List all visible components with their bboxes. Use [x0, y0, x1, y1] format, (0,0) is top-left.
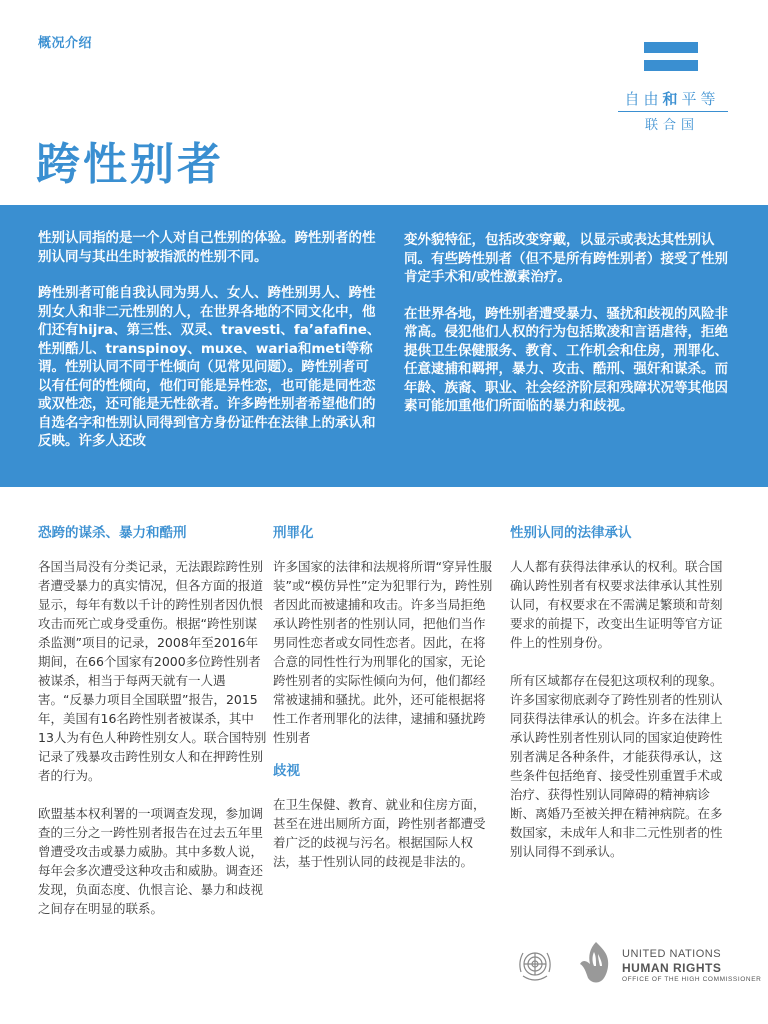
section-paragraph: 所有区域都存在侵犯这项权利的现象。许多国家彻底剥夺了跨性别者的性别认同获得法律承认的机会。许多在法律上承认跨性别者性别认同的国家迫使跨性别者满足各种条件，才能获得承认，这些条件包括绝育、接受性别重置手术或治疗、获得性别认同障碍的精神病诊断、离婚乃至被关押在精神病院。在多数国家，未成年人和非二元性别者的性别认同得不到承认。	[510, 673, 723, 859]
section-paragraph: 各国当局没有分类记录，无法跟踪跨性别者遭受暴力的真实情况，但各方面的报道显示，每年有数以千计的跨性别者因仇恨攻击而死亡或身受重伤。根据“跨性别谋杀监测”项目的记录，2008年至2016年期间，在66个国家有2000多位跨性别者被谋杀，相当于每两天就有一人遇害。“反暴力项目全国联盟”报告，2015年，美国有16名跨性别者被谋杀，其中13人为有色人种跨性别女人。联合国特别记录了残暴攻击跨性别女人和在押跨性别者的行为。	[38, 559, 267, 783]
section-paragraph: 在卫生保健、教育、就业和住房方面，甚至在进出厕所方面，跨性别者都遭受着广泛的歧视与污名。根据国际人权法，基于性别认同的歧视是非法的。	[273, 797, 486, 869]
intro-column-right	[404, 231, 730, 434]
un-emblem-icon	[512, 942, 558, 992]
logo-line1: 自由和平等	[624, 90, 720, 108]
section-paragraph: 人人都有获得法律承认的权利。联合国确认跨性别者有权要求法律承认其性别认同，有权要求在不需满足繁琐和苛刻要求的前提下，改变出生证明等官方证件上的性别身份。	[510, 559, 723, 650]
logo-equals-bar-bottom	[644, 60, 698, 71]
logo-equals-bar-top	[644, 42, 698, 53]
logo-line2: 联合国	[644, 118, 699, 133]
section-heading: 性别认同的法律承认	[510, 525, 632, 541]
logo-rule	[618, 111, 728, 112]
intro-column-left	[38, 229, 382, 469]
intro-paragraph: 性别认同指的是一个人对自己性别的体验。跨性别者的性别认同与其出生时被指派的性别不同。	[38, 230, 376, 265]
section-legal-recognition	[510, 524, 734, 880]
intro-paragraph: 在世界各地，跨性别者遭受暴力、骚扰和歧视的风险非常高。侵犯他们人权的行为包括欺凌和言语虐待，拒绝提供卫生保健服务、教育、工作机会和住房，刑罪化、任意逮捕和羁押，暴力、攻击、酷刑、强奸和谋杀。而年龄、族裔、职业、社会经济阶层和残障状况等其他因素可能加重他们所面临的暴力和歧视。	[404, 305, 728, 414]
section-criminalization	[273, 524, 497, 766]
ohchr-hand-dove-icon	[572, 938, 620, 992]
intro-paragraph: 跨性别者可能自我认同为男人、女人、跨性别男人、跨性别女人和非二元性别的人，在世界各地的不同文化中，他们还有hijra、第三性、双灵、travesti、fa’afafine、性别酷儿、transpinoy、muxe、waria和meti等称谓。性别认同不同于性倾向（见常见问题）。跨性别者可以有任何的性倾向，他们可能是异性恋，也可能是同性恋或双性恋，还可能是无性欲者。许多跨性别者希望他们的自选名字和性别认同得到官方身份证件在法律上的承认和反映。许多人还改	[38, 285, 381, 449]
intro-band	[0, 205, 768, 487]
section-heading: 刑罪化	[273, 525, 314, 541]
free-and-equal-logo	[612, 42, 732, 132]
section-paragraph: 欧盟基本权利署的一项调查发现，参加调查的三分之一跨性别者报告在过去五年里曾遭受攻击或暴力威胁。其中多数人说，每年会多次遭受这种攻击和威胁。调查还发现，负面态度、仇恨言论、暴力和歧视之间存在明显的联系。	[38, 806, 264, 916]
section-violence	[38, 524, 268, 937]
section-discrimination	[273, 762, 497, 890]
section-heading: 恐跨的谋杀、暴力和酷刑	[38, 525, 187, 541]
intro-paragraph: 变外貌特征，包括改变穿戴，以显示或表达其性别认同。有些跨性别者（但不是所有跨性别者）接受了性别肯定手术和/或性激素治疗。	[404, 232, 728, 285]
section-paragraph: 许多国家的法律和法规将所谓“穿异性服装”或“模仿异性”定为犯罪行为，跨性别者因此而被逮捕和攻击。许多当局拒绝承认跨性别者的性别认同，把他们当作男同性恋者或女同性恋者。因此，在将合意的同性性行为刑罪化的国家，无论跨性别者的实际性倾向为何，他们都经常被逮捕和骚扰。此外，还可能根据将性工作者刑罪化的法律，逮捕和骚扰跨性别者	[273, 559, 493, 745]
document-kicker: 概况介绍	[38, 36, 93, 51]
page-title: 跨性别者	[36, 139, 224, 190]
ohchr-wordmark: UNITED NATIONS HUMAN RIGHTS OFFICE OF THE HIGH COMMISSIONER	[622, 948, 762, 983]
section-heading: 歧视	[273, 763, 300, 779]
